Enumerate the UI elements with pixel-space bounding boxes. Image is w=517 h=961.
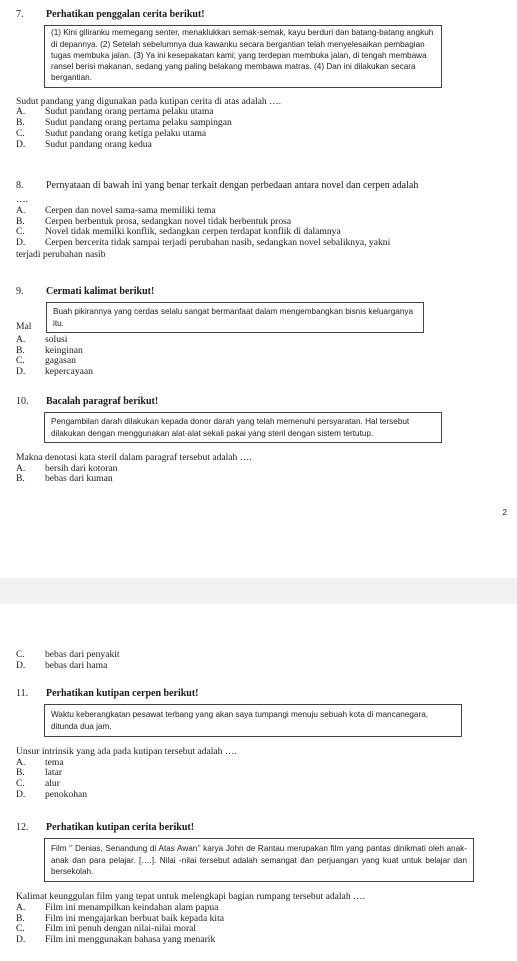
option-d[interactable]: D. Sudut pandang orang kedua bbox=[16, 138, 152, 150]
option-a[interactable]: A. solusi bbox=[16, 333, 68, 345]
question-stem: Makna denotasi kata steril dalam paragraf tersebut adalah …. bbox=[16, 451, 252, 463]
option-d[interactable]: D. kepercayaan bbox=[16, 366, 93, 378]
question-title: Perhatikan penggalan cerita berikut! bbox=[46, 9, 205, 20]
question-title: Perhatikan kutipan cerpen berikut! bbox=[46, 688, 199, 699]
option-list bbox=[16, 650, 508, 671]
question-9 bbox=[16, 286, 508, 378]
option-d-cont: terjadi perubahan nasib bbox=[16, 248, 106, 260]
question-11 bbox=[16, 688, 508, 800]
question-stem: Unsur intrinsik yang ada pada kutipan tersebut adalah …. bbox=[16, 745, 237, 757]
question-10 bbox=[16, 396, 508, 485]
option-c[interactable]: C. Novel tidak memilki konflik, sedangkan cerpen terdapat konflik di dalamnya bbox=[16, 226, 341, 238]
option-b[interactable]: B. bebas dari kuman bbox=[16, 473, 113, 485]
option-b[interactable]: B. Sudut pandang orang pertama pelaku sampingan bbox=[16, 117, 232, 129]
page-bottom bbox=[0, 604, 517, 961]
option-list bbox=[16, 464, 508, 485]
option-d[interactable]: D. Film ini menggunakan bahasa yang menarik bbox=[16, 934, 216, 946]
option-b[interactable]: B. Film ini mengajarkan berbuat baik kepada kita bbox=[16, 912, 225, 924]
passage-box: Film ‘’ Denias, Senandung di Atas Awan’’ karya John de Rantau merupakan film yang pantas dinikmati oleh anak-anak dan para pelajar. [….]. Nilai -nilai tersebut adalah semangat dan perjuangan yang kuat untuk belajar dan bersekolah. bbox=[44, 838, 474, 882]
option-d[interactable]: D. Cerpen bercerita tidak sampai terjadi perubahan nasib, sedangkan novel sebaliknya, yakni bbox=[16, 237, 391, 249]
option-b[interactable]: B. keinginan bbox=[16, 344, 83, 356]
question-title: Perhatikan kutipan cerita berikut! bbox=[46, 822, 195, 833]
option-list bbox=[16, 107, 508, 150]
option-a[interactable]: A. tema bbox=[16, 756, 64, 768]
question-stem: Kalimat keunggulan film yang tepat untuk melengkapi bagian rumpang tersebut adalah …. bbox=[16, 891, 366, 903]
stem-fragment: Mal bbox=[16, 321, 32, 333]
question-stem: Sudut pandang yang digunakan pada kutipan cerita di atas adalah …. bbox=[16, 95, 282, 107]
option-c[interactable]: C. Film ini penuh dengan nilai-nilai moral bbox=[16, 923, 197, 935]
option-a[interactable]: A. Cerpen dan novel sama-sama memiliki tema bbox=[16, 204, 216, 216]
question-number: 12. bbox=[16, 822, 29, 833]
option-b[interactable]: B. Cerpen berbentuk prosa, sedangkan novel tidak berbentuk prosa bbox=[16, 215, 292, 227]
page-number: 2 bbox=[502, 508, 507, 517]
option-b[interactable]: B. latar bbox=[16, 767, 63, 779]
option-c[interactable]: C. alur bbox=[16, 777, 60, 789]
question-number: 10. bbox=[16, 396, 29, 407]
option-a[interactable]: A. bersih dari kotoran bbox=[16, 462, 118, 474]
question-title: Bacalah paragraf berikut! bbox=[46, 396, 159, 407]
question-title: Cermati kalimat berikut! bbox=[46, 286, 155, 297]
question-8 bbox=[16, 180, 508, 261]
passage-box: Pengambilan darah dilakukan kepada donor darah yang telah memenuhi persyaratan. Hal tersebut dilakukan dengan menggunakan alat-alat sekali pakai yang steril dengan sistem tertutup. bbox=[44, 412, 442, 443]
question-number: 9. bbox=[16, 286, 24, 297]
passage-box: Buah pikirannya yang cerdas selalu sangat bermanfaat dalam mengembangkan bisnis keluarganya itu. bbox=[46, 302, 424, 333]
question-number: 11. bbox=[16, 688, 29, 699]
option-d[interactable]: D. bebas dari hama bbox=[16, 659, 108, 671]
option-list bbox=[16, 206, 508, 261]
option-c[interactable]: C. Sudut pandang orang ketiga pelaku utama bbox=[16, 127, 207, 139]
option-list bbox=[16, 903, 508, 946]
page-separator bbox=[0, 578, 517, 604]
option-c[interactable]: C. bebas dari penyakit bbox=[16, 649, 120, 660]
option-c[interactable]: C. gagasan bbox=[16, 355, 76, 367]
option-list bbox=[16, 335, 508, 378]
question-7 bbox=[16, 9, 508, 150]
question-stem-cont: …. bbox=[16, 194, 28, 206]
option-a[interactable]: A. Film ini menampilkan keindahan alam papua bbox=[16, 901, 219, 913]
option-d[interactable]: D. penokohan bbox=[16, 788, 88, 800]
passage-box: (1) Kini giliranku memegang senter, menaklukkan semak-semak, kayu berduri dan batang-batang angkuh di depannya. (2) Setelah sebelumnya dua kawanku secara bergantian telah menyelesaikan pembagian tugas membuka jalan. (3) Ya ini kesepakatan kami; yang terdepan membuka jalan, di tengah membawa ransel berisi makanan, sedang yang paling belakang membawa matras. (4) Dan ini dilakukan secara bergantian. bbox=[44, 25, 442, 88]
question-number: 7. bbox=[16, 9, 24, 20]
passage-box: Waktu keberangkatan pesawat terbang yang akan saya tumpangi menuju sebuah kota di mancanegara, ditunda dua jam. bbox=[44, 704, 462, 737]
option-list bbox=[16, 758, 508, 801]
question-10-continued bbox=[16, 650, 508, 671]
question-12 bbox=[16, 822, 508, 946]
question-number: 8. bbox=[16, 180, 24, 191]
question-stem: Pernyataan di bawah ini yang benar terkait dengan perbedaan antara novel dan cerpen adalah bbox=[46, 180, 419, 191]
option-a[interactable]: A. Sudut pandang orang pertama pelaku utama bbox=[16, 106, 214, 118]
